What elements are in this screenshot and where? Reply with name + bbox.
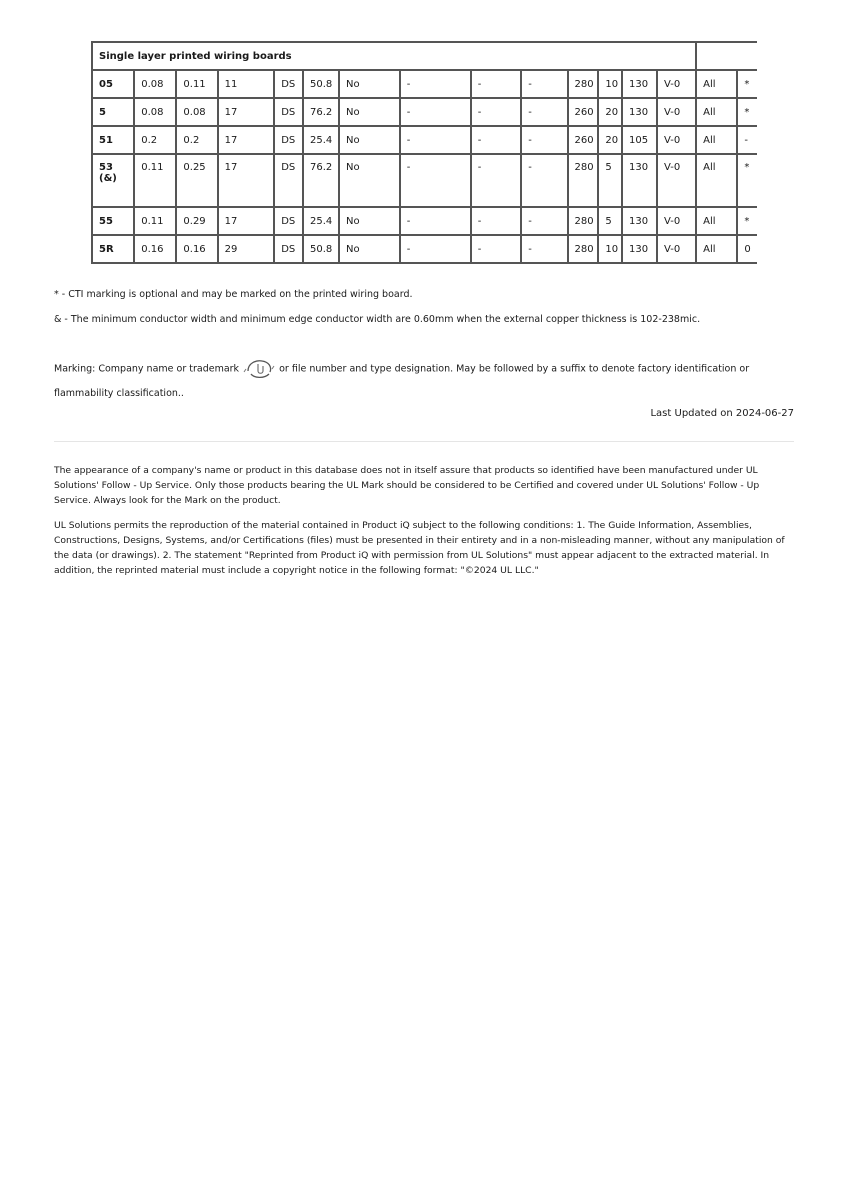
table-cell: - (521, 207, 567, 235)
table-title-row (92, 42, 757, 70)
table-cell: 17 (218, 207, 275, 235)
table-cell: V-0 (657, 98, 696, 126)
table-cell: No (339, 98, 400, 126)
table-cell: - (400, 98, 471, 126)
table-cell: All (696, 98, 737, 126)
table-row (92, 126, 757, 154)
table-cell: 10 (598, 70, 622, 98)
table-cell: V-0 (657, 207, 696, 235)
table-cell: * (737, 207, 757, 235)
last-updated: Last Updated on 2024-06-27 (650, 408, 794, 419)
table-cell: 17 (218, 154, 275, 207)
table-cell: No (339, 126, 400, 154)
table-row (92, 98, 757, 126)
table-cell: 29 (218, 235, 275, 263)
marking-text-before: Marking: Company name or trademark (54, 363, 240, 375)
table-cell: 0.08 (134, 98, 176, 126)
divider (54, 441, 794, 442)
table-cell: V-0 (657, 126, 696, 154)
table-cell: 130 (622, 70, 657, 98)
table-cell: 260 (568, 98, 599, 126)
table-cell: * (737, 98, 757, 126)
type-designation-cell: 05 (92, 70, 134, 98)
table-cell: * (737, 70, 757, 98)
table-cell: - (471, 235, 521, 263)
table-cell: 11 (218, 70, 275, 98)
ul-recognized-component-mark-icon (242, 357, 276, 381)
table-cell: 0.08 (176, 98, 217, 126)
table-cell: 0.25 (176, 154, 217, 207)
table-cell: - (471, 154, 521, 207)
table-cell: No (339, 70, 400, 98)
table-cell: 280 (568, 154, 599, 207)
table-cell: - (471, 207, 521, 235)
disclaimer-paragraph-2: UL Solutions permits the reproduction of the material contained in Product iQ subject to the following conditions: 1. The Guide Information, Assemblies, Constructions, Designs, Systems, and/or Certifications (files) must be presented in their entirety and in a non-misleading manner, without any manipulation of the data (or drawings). 2. The statement "Reprinted from Product iQ with permission from UL Solutions" must appear adjacent to the extracted material. In addition, the reprinted material must include a copyright notice in the following format: "©2024 UL LLC." (54, 520, 785, 576)
table-cell: - (400, 126, 471, 154)
table-cell: - (471, 98, 521, 126)
table-cell: 105 (622, 126, 657, 154)
pwb-table-container (91, 41, 757, 264)
table-cell: 0.08 (134, 70, 176, 98)
table-cell: All (696, 126, 737, 154)
table-cell: - (400, 235, 471, 263)
table-cell: - (471, 126, 521, 154)
table-cell: 130 (622, 154, 657, 207)
table-cell: 130 (622, 98, 657, 126)
table-cell: 50.8 (303, 235, 339, 263)
table-cell: 25.4 (303, 126, 339, 154)
table-cell: 20 (598, 98, 622, 126)
table-row (92, 235, 757, 263)
table-cell: No (339, 235, 400, 263)
type-designation-cell: 5 (92, 98, 134, 126)
table-cell: 10 (598, 235, 622, 263)
table-cell: 280 (568, 70, 599, 98)
type-designation-cell: 5R (92, 235, 134, 263)
table-cell: 50.8 (303, 70, 339, 98)
table-cell: DS (274, 98, 303, 126)
table-cell: DS (274, 154, 303, 207)
marking-text-after: or file number and type designation. May be followed by a suffix to denote factory identification or flammability classification.. (54, 363, 750, 399)
table-cell: All (696, 154, 737, 207)
table-cell: 280 (568, 235, 599, 263)
table-cell: 260 (568, 126, 599, 154)
table-cell: 17 (218, 126, 275, 154)
table-cell: 5 (598, 207, 622, 235)
table-row (92, 154, 757, 207)
table-cell: - (521, 70, 567, 98)
table-cell: - (400, 207, 471, 235)
table-cell: 0.11 (134, 154, 176, 207)
table-cell: 130 (622, 207, 657, 235)
table-cell: - (400, 154, 471, 207)
table-cell: DS (274, 207, 303, 235)
table-cell: - (737, 126, 757, 154)
table-cell: 20 (598, 126, 622, 154)
table-cell: V-0 (657, 70, 696, 98)
table-cell: - (400, 70, 471, 98)
table-cell: - (521, 126, 567, 154)
table-cell: V-0 (657, 235, 696, 263)
table-cell: No (339, 154, 400, 207)
table-cell: - (521, 154, 567, 207)
table-cell: 0 (737, 235, 757, 263)
pwb-table (91, 41, 757, 264)
table-cell: 0.16 (176, 235, 217, 263)
type-designation-cell: 53 (&) (92, 154, 134, 207)
disclaimer-paragraph-1: The appearance of a company's name or product in this database does not in itself assure that products so identified have been manufactured under UL Solutions' Follow - Up Service. Only those products bearing the UL Mark should be considered to be Certified and covered under UL Solutions' Follow - Up Service. Always look for the Mark on the product. (54, 465, 760, 506)
table-cell: 280 (568, 207, 599, 235)
table-cell: - (471, 70, 521, 98)
table-cell: - (521, 98, 567, 126)
table-cell: DS (274, 70, 303, 98)
table-cell: DS (274, 235, 303, 263)
table-cell: All (696, 207, 737, 235)
table-cell: 5 (598, 154, 622, 207)
table-cell: 17 (218, 98, 275, 126)
table-cell: No (339, 207, 400, 235)
table-cell: 0.29 (176, 207, 217, 235)
table-cell: 25.4 (303, 207, 339, 235)
marking-statement (54, 357, 799, 406)
table-cell: - (521, 235, 567, 263)
table-cell: 0.2 (134, 126, 176, 154)
table-cell: * (737, 154, 757, 207)
type-designation-cell: 55 (92, 207, 134, 235)
table-cell: 0.11 (134, 207, 176, 235)
table-cell: DS (274, 126, 303, 154)
table-cell: 76.2 (303, 154, 339, 207)
table-title: Single layer printed wiring boards (92, 42, 696, 70)
table-title-blank-cell (696, 42, 757, 70)
table-row (92, 70, 757, 98)
conductor-note: & - The minimum conductor width and minimum edge conductor width are 0.60mm when the external copper thickness is 102-238mic. (54, 314, 701, 325)
table-cell: All (696, 70, 737, 98)
table-cell: 0.2 (176, 126, 217, 154)
type-designation-cell: 51 (92, 126, 134, 154)
table-cell: 130 (622, 235, 657, 263)
table-row (92, 207, 757, 235)
table-cell: 0.16 (134, 235, 176, 263)
table-cell: V-0 (657, 154, 696, 207)
table-cell: All (696, 235, 737, 263)
table-cell: 76.2 (303, 98, 339, 126)
table-cell: 0.11 (176, 70, 217, 98)
cti-note: * - CTI marking is optional and may be marked on the printed wiring board. (54, 289, 413, 300)
